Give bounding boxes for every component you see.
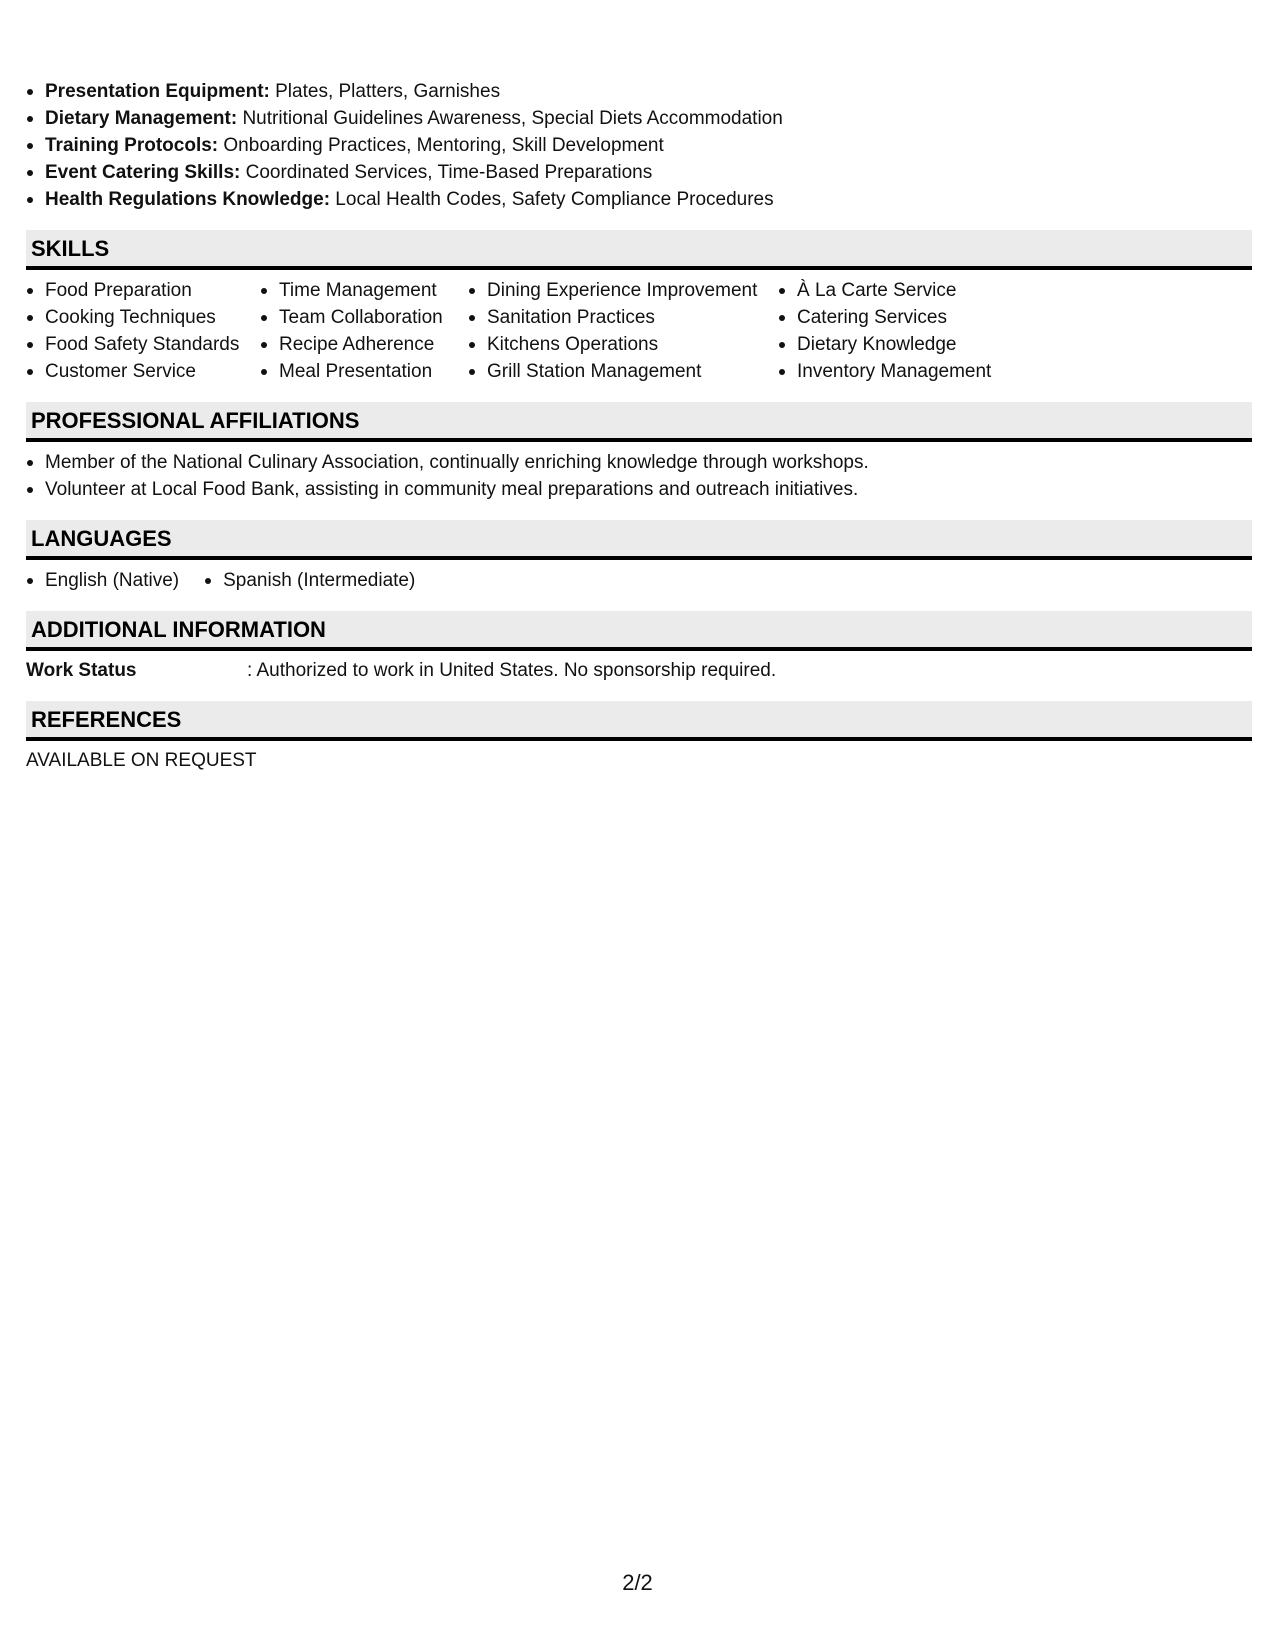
- list-item: [26, 132, 1252, 159]
- list-item: [26, 105, 1252, 132]
- skills-column: [468, 277, 778, 385]
- skills-column: [778, 277, 1038, 385]
- references-section-header: REFERENCES: [26, 701, 1252, 741]
- skill-item: Dietary Knowledge: [778, 331, 1038, 358]
- skill-item: Food Safety Standards: [26, 331, 260, 358]
- skill-item: Meal Presentation: [260, 358, 468, 385]
- skill-item: Cooking Techniques: [26, 304, 260, 331]
- skill-item: Catering Services: [778, 304, 1038, 331]
- list-item-label: Training Protocols:: [45, 135, 219, 156]
- skills-section-header: SKILLS: [26, 230, 1252, 270]
- competencies-list: [26, 78, 1252, 213]
- list-item-value: Plates, Platters, Garnishes: [269, 81, 501, 102]
- skill-item: Sanitation Practices: [468, 304, 778, 331]
- skills-column: [260, 277, 468, 385]
- references-text: AVAILABLE ON REQUEST: [26, 750, 257, 771]
- skill-item: Food Preparation: [26, 277, 260, 304]
- additional-info-section-header: ADDITIONAL INFORMATION: [26, 611, 1252, 651]
- list-item: [26, 78, 1252, 105]
- list-item-value: Local Health Codes, Safety Compliance Procedures: [330, 189, 774, 210]
- list-item-label: Dietary Management:: [45, 108, 238, 129]
- skill-item: Kitchens Operations: [468, 331, 778, 358]
- skill-item: Time Management: [260, 277, 468, 304]
- list-item-value: Onboarding Practices, Mentoring, Skill Development: [218, 135, 664, 156]
- affiliations-section-header: PROFESSIONAL AFFILIATIONS: [26, 402, 1252, 442]
- work-status-row: [26, 651, 1252, 684]
- page-number: 2/2: [622, 1570, 653, 1595]
- work-status-value: : Authorized to work in United States. No sponsorship required.: [247, 660, 777, 681]
- skill-item: Customer Service: [26, 358, 260, 385]
- work-status-label: Work Status: [26, 660, 137, 681]
- affiliation-item: Volunteer at Local Food Bank, assisting in community meal preparations and outreach initiatives.: [26, 476, 1252, 503]
- skill-item: Recipe Adherence: [260, 331, 468, 358]
- languages-section-header: LANGUAGES: [26, 520, 1252, 560]
- skills-grid: [26, 270, 1252, 385]
- list-item: [26, 159, 1252, 186]
- affiliations-list: [26, 442, 1252, 503]
- skill-item: Dining Experience Improvement: [468, 277, 778, 304]
- resume-page: [26, 78, 1252, 774]
- list-item-value: Coordinated Services, Time-Based Preparations: [240, 162, 653, 183]
- skills-column: [26, 277, 260, 385]
- skill-item: À La Carte Service: [778, 277, 1038, 304]
- list-item-label: Presentation Equipment:: [45, 81, 270, 102]
- language-item: Spanish (Intermediate): [204, 567, 415, 594]
- languages-list: [26, 560, 1252, 594]
- skill-item: Team Collaboration: [260, 304, 468, 331]
- skill-item: Inventory Management: [778, 358, 1038, 385]
- affiliation-item: Member of the National Culinary Association, continually enriching knowledge through workshops.: [26, 449, 1252, 476]
- language-item: English (Native): [26, 567, 179, 594]
- list-item-value: Nutritional Guidelines Awareness, Special Diets Accommodation: [237, 108, 783, 129]
- list-item: [26, 186, 1252, 213]
- skill-item: Grill Station Management: [468, 358, 778, 385]
- list-item-label: Health Regulations Knowledge:: [45, 189, 331, 210]
- list-item-label: Event Catering Skills:: [45, 162, 241, 183]
